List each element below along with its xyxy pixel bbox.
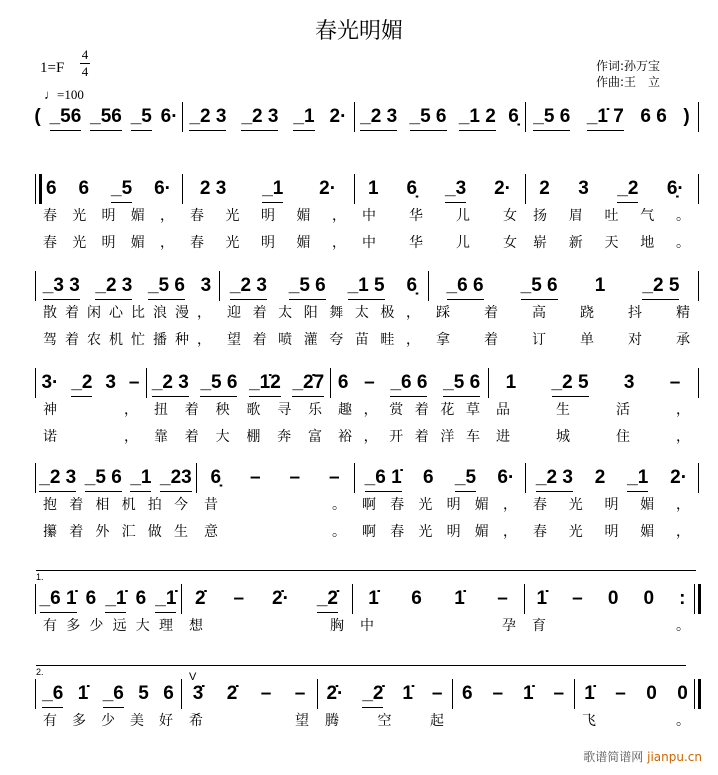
bar-line — [488, 368, 489, 398]
bar-line — [525, 463, 526, 493]
bar-line — [525, 174, 526, 204]
note: _2 3 — [241, 106, 278, 131]
lyric-line: 扭着秧歌寻乐 — [154, 402, 322, 418]
key-signature: 1=F — [40, 60, 65, 76]
bar-line — [428, 271, 429, 301]
lyric-line: 靠着大棚奔富 — [154, 429, 322, 445]
note: – — [294, 683, 306, 704]
note: _1̇2 — [249, 372, 281, 397]
note-row — [428, 275, 698, 303]
bar-line — [574, 679, 575, 709]
note: _56 — [50, 106, 82, 131]
measure — [219, 275, 428, 355]
measure — [181, 683, 317, 763]
lyric-line: 啊春光明媚， — [362, 524, 517, 540]
note: _5 6 — [200, 372, 237, 397]
note: _6 6 — [390, 372, 427, 397]
bar-line — [698, 368, 699, 398]
lyric-line: 意。 — [204, 524, 346, 540]
score-system — [0, 106, 718, 186]
note-row — [182, 106, 354, 134]
note: _5 — [131, 106, 152, 131]
watermark-url: jianpu.cn — [647, 750, 702, 764]
lyric-line: 散着闲心比浪漫， — [43, 305, 211, 321]
bar-line — [524, 584, 525, 614]
volta-number: 1. — [36, 572, 44, 582]
note: 1̇ — [77, 683, 89, 704]
note: _5 6 — [410, 106, 447, 131]
note-row — [354, 467, 525, 495]
measure — [35, 275, 219, 355]
score-system — [0, 372, 718, 452]
tempo-marking: ♩=100 — [44, 87, 84, 102]
note: 2̇· — [326, 683, 344, 704]
note: 6 — [411, 588, 422, 609]
lyric-line: 春光明媚， — [190, 235, 346, 251]
lyric-line: 趣，赏着花草 — [338, 402, 480, 418]
note: – — [497, 588, 508, 609]
note: 0 — [607, 588, 619, 609]
note: 2· — [494, 178, 511, 199]
note: ( — [34, 106, 41, 127]
lyric-line: 诺， — [43, 429, 138, 445]
bar-line — [698, 174, 699, 204]
note: 6 — [45, 178, 57, 199]
lyric-line: 有多少美好 — [43, 713, 173, 729]
note: _6 — [42, 683, 63, 708]
note: _2 5 — [552, 372, 589, 397]
note: _5 — [455, 467, 476, 492]
lyric-line: 品生活， — [496, 402, 690, 418]
note: – — [289, 467, 301, 488]
lyric-line: 神， — [43, 402, 138, 418]
note: 1̇ — [522, 683, 534, 704]
lyric-line: 想胸 — [189, 618, 344, 634]
note: _2 3 — [95, 275, 132, 300]
bar-line — [35, 368, 36, 398]
measure — [524, 588, 698, 668]
note: 2 — [594, 467, 606, 488]
note: 1 — [367, 178, 379, 199]
bar-line — [219, 271, 220, 301]
note: 6 — [135, 588, 147, 609]
measure — [354, 106, 525, 186]
watermark — [583, 748, 702, 765]
note: _1̇ — [105, 588, 126, 613]
note: _1̇ — [155, 588, 176, 613]
lyric-line: 育。 — [532, 618, 690, 634]
note-row — [574, 683, 698, 711]
note: 6 6 — [640, 106, 667, 127]
lyric-line: 驾着农机忙播种， — [43, 332, 211, 348]
note: – — [492, 683, 504, 704]
lyric-line: 扬眉吐气。 — [533, 208, 690, 224]
note: – — [364, 372, 375, 393]
bar-line — [35, 271, 36, 301]
bar-line — [698, 102, 699, 132]
note: 0 — [643, 588, 655, 609]
lyric-line: 崭新天地。 — [533, 235, 690, 251]
lyricist: 作词:孙万宝 — [596, 59, 661, 73]
note: 6 — [461, 683, 473, 704]
measure — [354, 178, 525, 258]
note: _2̇ — [362, 683, 383, 708]
lyric-line: 腾空起 — [325, 713, 444, 729]
note-row — [35, 683, 181, 711]
measure — [196, 467, 354, 547]
note-row — [196, 467, 354, 495]
lyric-line: 飞。 — [582, 713, 690, 729]
note: 3· — [41, 372, 59, 393]
note: 1̇ — [368, 588, 379, 609]
note: 6· — [497, 467, 515, 488]
note: 3̇ — [192, 683, 204, 704]
bar-line — [694, 679, 701, 709]
note: 0 — [646, 683, 657, 704]
note: – — [128, 372, 140, 393]
note: 1̇ — [536, 588, 548, 609]
breath-mark: V — [189, 671, 197, 683]
note: 1̇ — [584, 683, 595, 704]
measure — [317, 683, 452, 763]
note-row — [30, 106, 182, 134]
volta-number: 2. — [36, 667, 44, 677]
bar-line — [146, 368, 147, 398]
bar-line — [182, 102, 183, 132]
measure — [182, 178, 354, 258]
note-row — [525, 467, 698, 495]
note: 2· — [319, 178, 337, 199]
bar-line — [181, 584, 182, 614]
note: _23 — [160, 467, 192, 492]
lyric-line: 啊春光明媚， — [362, 497, 517, 513]
lyric-line — [452, 711, 574, 738]
measure — [525, 467, 698, 547]
note-row — [219, 275, 428, 303]
bar-line — [317, 679, 318, 709]
note: _1 — [130, 467, 151, 492]
measure — [452, 683, 574, 763]
score-system — [0, 572, 718, 668]
note-row — [452, 683, 574, 711]
note: 1 — [505, 372, 517, 393]
bar-line — [35, 463, 36, 493]
note: _2 3 — [39, 467, 76, 492]
bar-line — [694, 584, 701, 614]
lyric-line: 进城住， — [496, 429, 690, 445]
note: _1 — [627, 467, 648, 492]
lyric-line: 春光明媚， — [43, 235, 174, 251]
composer: 作曲:王 立 — [596, 75, 661, 89]
lyric-line: 希望 — [189, 713, 309, 729]
note: _2 3 — [536, 467, 573, 492]
note: 2· — [329, 106, 347, 127]
note-row — [181, 683, 317, 711]
lyric-line: 春光明媚， — [190, 208, 346, 224]
note: _1 2 — [459, 106, 496, 131]
note: _2̇ — [317, 588, 338, 613]
note: _2 — [617, 178, 638, 203]
note-row — [182, 178, 354, 206]
note: 3 — [623, 372, 635, 393]
lyric-line: 望着喷灌夸苗畦， — [227, 332, 420, 348]
measure — [352, 588, 524, 668]
note: – — [260, 683, 272, 704]
note: 6̣ — [210, 467, 222, 488]
note: _2 3 — [230, 275, 267, 300]
note: 1̇ — [402, 683, 413, 704]
note: 6̣· — [666, 178, 684, 199]
measure — [182, 106, 354, 186]
note: – — [553, 683, 565, 704]
lyric-line: 抱着相机拍今 — [43, 497, 188, 513]
volta-bracket — [36, 570, 696, 582]
note: 6 — [78, 178, 90, 199]
note: 0 — [677, 683, 688, 704]
note: _2 3 — [189, 106, 226, 131]
note-row — [35, 178, 182, 206]
note: _6 — [103, 683, 124, 708]
bar-line — [330, 368, 331, 398]
time-signature — [80, 48, 90, 79]
note-row — [525, 178, 698, 206]
note: _3 3 — [43, 275, 80, 300]
lyric-line: 昔。 — [204, 497, 346, 513]
note: 2̇ — [226, 683, 238, 704]
bar-line — [698, 463, 699, 493]
bar-line — [352, 584, 353, 614]
note: _2 5 — [642, 275, 679, 300]
lyric-line: 攥着外汇做生 — [43, 524, 188, 540]
bar-line — [698, 271, 699, 301]
note: 5 — [138, 683, 149, 704]
note: _6 1̇ — [365, 467, 402, 492]
time-signature-top: 4 — [81, 47, 89, 62]
note-row — [35, 588, 181, 616]
note-row — [35, 467, 196, 495]
note: – — [328, 467, 340, 488]
note: _6 1̇ — [40, 588, 77, 613]
note: _56 — [90, 106, 122, 131]
note: _1 — [262, 178, 283, 203]
note: ) — [683, 106, 690, 127]
lyric-line: 中华儿女 — [362, 208, 517, 224]
bar-line — [354, 463, 355, 493]
note-row — [317, 683, 452, 711]
note: – — [431, 683, 443, 704]
note: _5 6 — [148, 275, 185, 300]
measure — [525, 178, 698, 258]
note: 2· — [670, 467, 688, 488]
note: – — [249, 467, 261, 488]
credits — [596, 58, 660, 90]
note-row — [352, 588, 524, 616]
note: 3 — [200, 275, 212, 296]
note: 6 — [85, 588, 97, 609]
note: 6 — [423, 467, 434, 488]
measure — [525, 106, 698, 186]
note-row — [524, 588, 698, 616]
bar-line — [181, 679, 182, 709]
score-system — [0, 178, 718, 258]
note-row — [181, 588, 352, 616]
bar-line — [196, 463, 197, 493]
watermark-site: 歌谱简谱网 — [583, 750, 644, 764]
lyric-line: 春光明媚， — [43, 208, 174, 224]
bar-line — [452, 679, 453, 709]
note: 1̇ — [454, 588, 465, 609]
note: 6· — [154, 178, 171, 199]
note-row — [330, 372, 488, 400]
note: _5 6 — [85, 467, 122, 492]
note: _1 — [293, 106, 314, 131]
lyric-line: 踩着高跷抖精 — [436, 305, 690, 321]
measure — [30, 106, 182, 186]
note: 3 — [105, 372, 116, 393]
note: 6 — [337, 372, 349, 393]
bar-line — [35, 679, 36, 709]
lyric-line: 中孕 — [360, 618, 516, 634]
lyric-line: 春光明媚， — [533, 497, 690, 513]
note-row — [354, 178, 525, 206]
note: _5 6 — [289, 275, 326, 300]
note: 2̇ — [194, 588, 206, 609]
measure — [354, 467, 525, 547]
note: 6 — [163, 683, 174, 704]
note: _2 — [71, 372, 92, 397]
note: – — [233, 588, 245, 609]
lyric-line: 有多少远大理 — [43, 618, 173, 634]
lyric-line: 裕，开着洋车 — [338, 429, 480, 445]
bar-line — [35, 584, 36, 614]
note: _1̇ 7 — [587, 106, 624, 131]
measure — [35, 683, 181, 763]
measure — [35, 178, 182, 258]
lyric-line: 迎着太阳舞太极， — [227, 305, 420, 321]
note-row — [525, 106, 698, 134]
bar-line — [182, 174, 183, 204]
note: : — [679, 588, 686, 609]
note: 6̣ — [508, 106, 519, 127]
song-title: 春光明媚 — [314, 19, 403, 44]
note-row — [35, 372, 146, 400]
note: _2 3 — [152, 372, 189, 397]
note: _6 6 — [447, 275, 484, 300]
bar-line — [354, 102, 355, 132]
note: _5 6 — [443, 372, 480, 397]
note: _2 3 — [360, 106, 397, 131]
volta-bracket — [36, 665, 686, 677]
lyric-line: 拿着订单对承 — [436, 332, 690, 348]
bar-line — [35, 174, 42, 204]
note: – — [615, 683, 626, 704]
note: _2̇7 — [292, 372, 324, 397]
note: 2 3 — [199, 178, 227, 199]
note: 2 — [539, 178, 550, 199]
measure — [35, 372, 146, 452]
measure — [35, 467, 196, 547]
note-row — [146, 372, 330, 400]
note: – — [572, 588, 583, 609]
bar-line — [525, 102, 526, 132]
bar-line — [354, 174, 355, 204]
measure — [330, 372, 488, 452]
lyric-line: 中华儿女 — [362, 235, 517, 251]
measure — [35, 588, 181, 668]
measure — [146, 372, 330, 452]
note: 6̣ — [406, 178, 418, 199]
score-system — [0, 467, 718, 547]
note: _3 — [445, 178, 466, 203]
time-signature-bottom: 4 — [81, 64, 89, 79]
note: 2̇· — [272, 588, 289, 609]
measure — [181, 588, 352, 668]
note: _1 5 — [348, 275, 385, 300]
note: 1 — [594, 275, 606, 296]
note-row — [488, 372, 698, 400]
lyric-line: 春光明媚， — [533, 524, 690, 540]
measure — [488, 372, 698, 452]
note: 6̣ — [406, 275, 418, 296]
note-row — [354, 106, 525, 134]
note: _5 — [111, 178, 132, 203]
measure — [428, 275, 698, 355]
note: 6· — [160, 106, 178, 127]
note-row — [35, 275, 219, 303]
note: _5 6 — [521, 275, 558, 300]
note: 3 — [578, 178, 589, 199]
note: _5 6 — [533, 106, 570, 131]
score-system — [0, 275, 718, 355]
note: – — [669, 372, 681, 393]
